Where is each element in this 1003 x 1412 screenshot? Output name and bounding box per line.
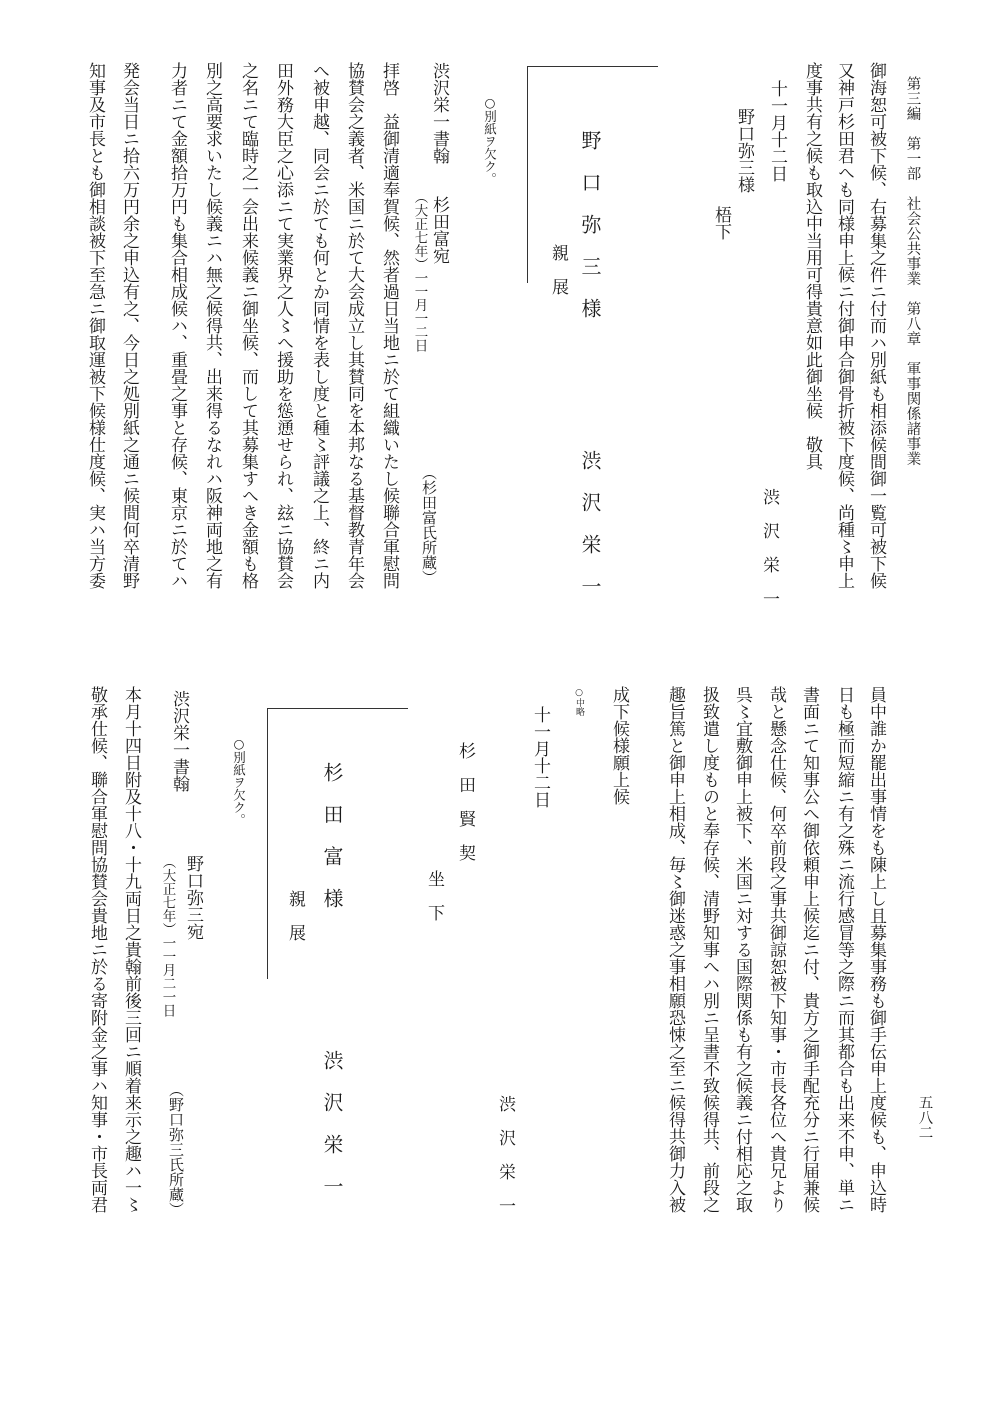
letter2-body-line-3: へ被申越、同会ニ於ても何とか同情を表し度と種〻評議之上、終ニ内	[309, 62, 329, 589]
envelope2-recipient: 杉 田 富 様	[320, 762, 344, 909]
letter2-body-line-6: 別之高要求いたし候義ニハ無之候得共、出来得るなれハ阪神両地之有	[202, 62, 222, 589]
letter1-date: 十一月十二日	[767, 80, 787, 182]
letter2-addressee: 杉田富宛	[429, 196, 449, 264]
letter2-date-sub: （大正七年）一一月一二日	[411, 190, 428, 352]
letter2-cont-line-2: 日も極而短縮ニ有之殊ニ流行感冒等之際ニ而其都合も出来不申、単ニ	[834, 686, 854, 1213]
letter2-body-line-7: 力者ニて金額拾万円も集合相成候ハ、重畳之事と存候、東京ニ於てハ	[167, 62, 187, 589]
omission-note-1: ○別紙ヲ欠ク。	[482, 95, 498, 185]
letter2-body-line-5: 之名ニて臨時之一会出来候義ニ御坐候、而して其募集すへき金額も格	[238, 62, 258, 589]
letter1-sender: 渋 沢 栄 一	[759, 488, 779, 607]
letter2-body-line-1: 拝啓 益御清適奉賀候、然者過日当地ニ於て組織いたし候聯合軍慰問	[379, 62, 399, 589]
letter2-cont-line-6: 扱致遣し度ものと奉存候、清野知事へハ別ニ呈書不致候得共、前段之	[699, 686, 719, 1213]
letter2-sender: 渋 沢 栄 一	[495, 1095, 515, 1214]
letter3-date-sub: （大正七年）一一月二一日	[159, 855, 176, 1017]
letter3-source: （野口弥三氏所蔵）	[167, 1082, 185, 1217]
letter2-cont-line-8: 成下候様願上候	[609, 686, 629, 805]
envelope1-recipient: 野 口 弥 三 様	[578, 130, 602, 319]
envelope2-note: 親 展	[285, 890, 305, 941]
envelope1-note: 親 展	[548, 244, 568, 295]
letter1-body-line-1: 御海恕可被下候、右募集之件ニ付而ハ別紙も相添候間御一覧可被下候	[866, 62, 886, 589]
letter2-recipient: 杉 田 賢 契	[455, 742, 475, 861]
letter3-title: 渋沢栄一書翰	[169, 690, 189, 792]
letter3-body-line-2: 敬承仕候、聯合軍慰問協賛会貴地ニ於る寄附金之事ハ知事・市長両君	[87, 686, 107, 1213]
letter2-honorific: 坐 下	[424, 870, 444, 921]
letter1-honorific: 梧下	[711, 206, 731, 240]
letter3-body-line-1: 本月十四日附及十八・十九両日之貴翰前後三回ニ順着来示之趣ハ一〻	[121, 686, 141, 1213]
letter2-body-line-9: 知事及市長とも御相談被下至急ニ御取運被下候様仕度候、実ハ当方委	[85, 62, 105, 589]
letter2-cont-line-5: 呉〻宜敷御申上被下、米国ニ対する国際関係も有之候義ニ付相応之取	[732, 686, 752, 1213]
letter2-cont-line-7: 趣旨篤と御申上相成、毎〻御迷惑之事相願恐悚之至ニ候得共御力入被	[665, 686, 685, 1213]
envelope2-sender: 渋 沢 栄 一	[320, 1050, 344, 1197]
letter1-body-line-2: 又神戸杉田君へも同様申上候ニ付御申合御骨折被下度候、尚種〻申上	[834, 62, 854, 589]
envelope1-sender: 渋 沢 栄 一	[578, 450, 602, 597]
omission-note-2: ○別紙ヲ欠ク。	[231, 736, 247, 826]
omission-mid: ○中略	[574, 688, 584, 716]
letter2-cont-line-1: 員中誰か罷出事情をも陳上し且募集事務も御手伝申上度候も、申込時	[866, 686, 886, 1213]
letter2-source: （杉田富氏所蔵）	[420, 465, 438, 585]
letter2-body-line-8: 発会当日ニ拾六万円余之申込有之、今日之処別紙之通ニ候間何卒清野	[119, 62, 139, 589]
letter1-body-line-3: 度事共有之候も取込中当用可得貴意如此御坐候 敬具	[802, 62, 822, 470]
letter2-cont-line-3: 書面ニて知事公へ御依頼申上候迄ニ付、貴方之御手配充分ニ行届兼候	[799, 686, 819, 1213]
letter2-body-line-2: 協賛会之義者、米国ニ於て大会成立し其賛同を本邦なる基督教青年会	[344, 62, 364, 589]
letter1-recipient: 野口弥三様	[734, 108, 754, 193]
letter2-title: 渋沢栄一書翰	[429, 62, 449, 164]
page-number: 五八二	[916, 1095, 933, 1140]
letter2-cont-line-4: 哉と懸念仕候、何卒前段之事共御諒恕被下知事・市長各位へ貴兄より	[766, 686, 786, 1213]
section-header: 第三編 第一部 社会公共事業 第八章 軍事関係諸事業	[904, 76, 921, 466]
letter2-body-line-4: 田外務大臣之心添ニて実業界之人〻へ援助を慫慂せられ、玆ニ協賛会	[273, 62, 293, 589]
letter3-addressee: 野口弥三宛	[183, 855, 203, 940]
letter2-date: 十一月十二日	[530, 706, 550, 808]
